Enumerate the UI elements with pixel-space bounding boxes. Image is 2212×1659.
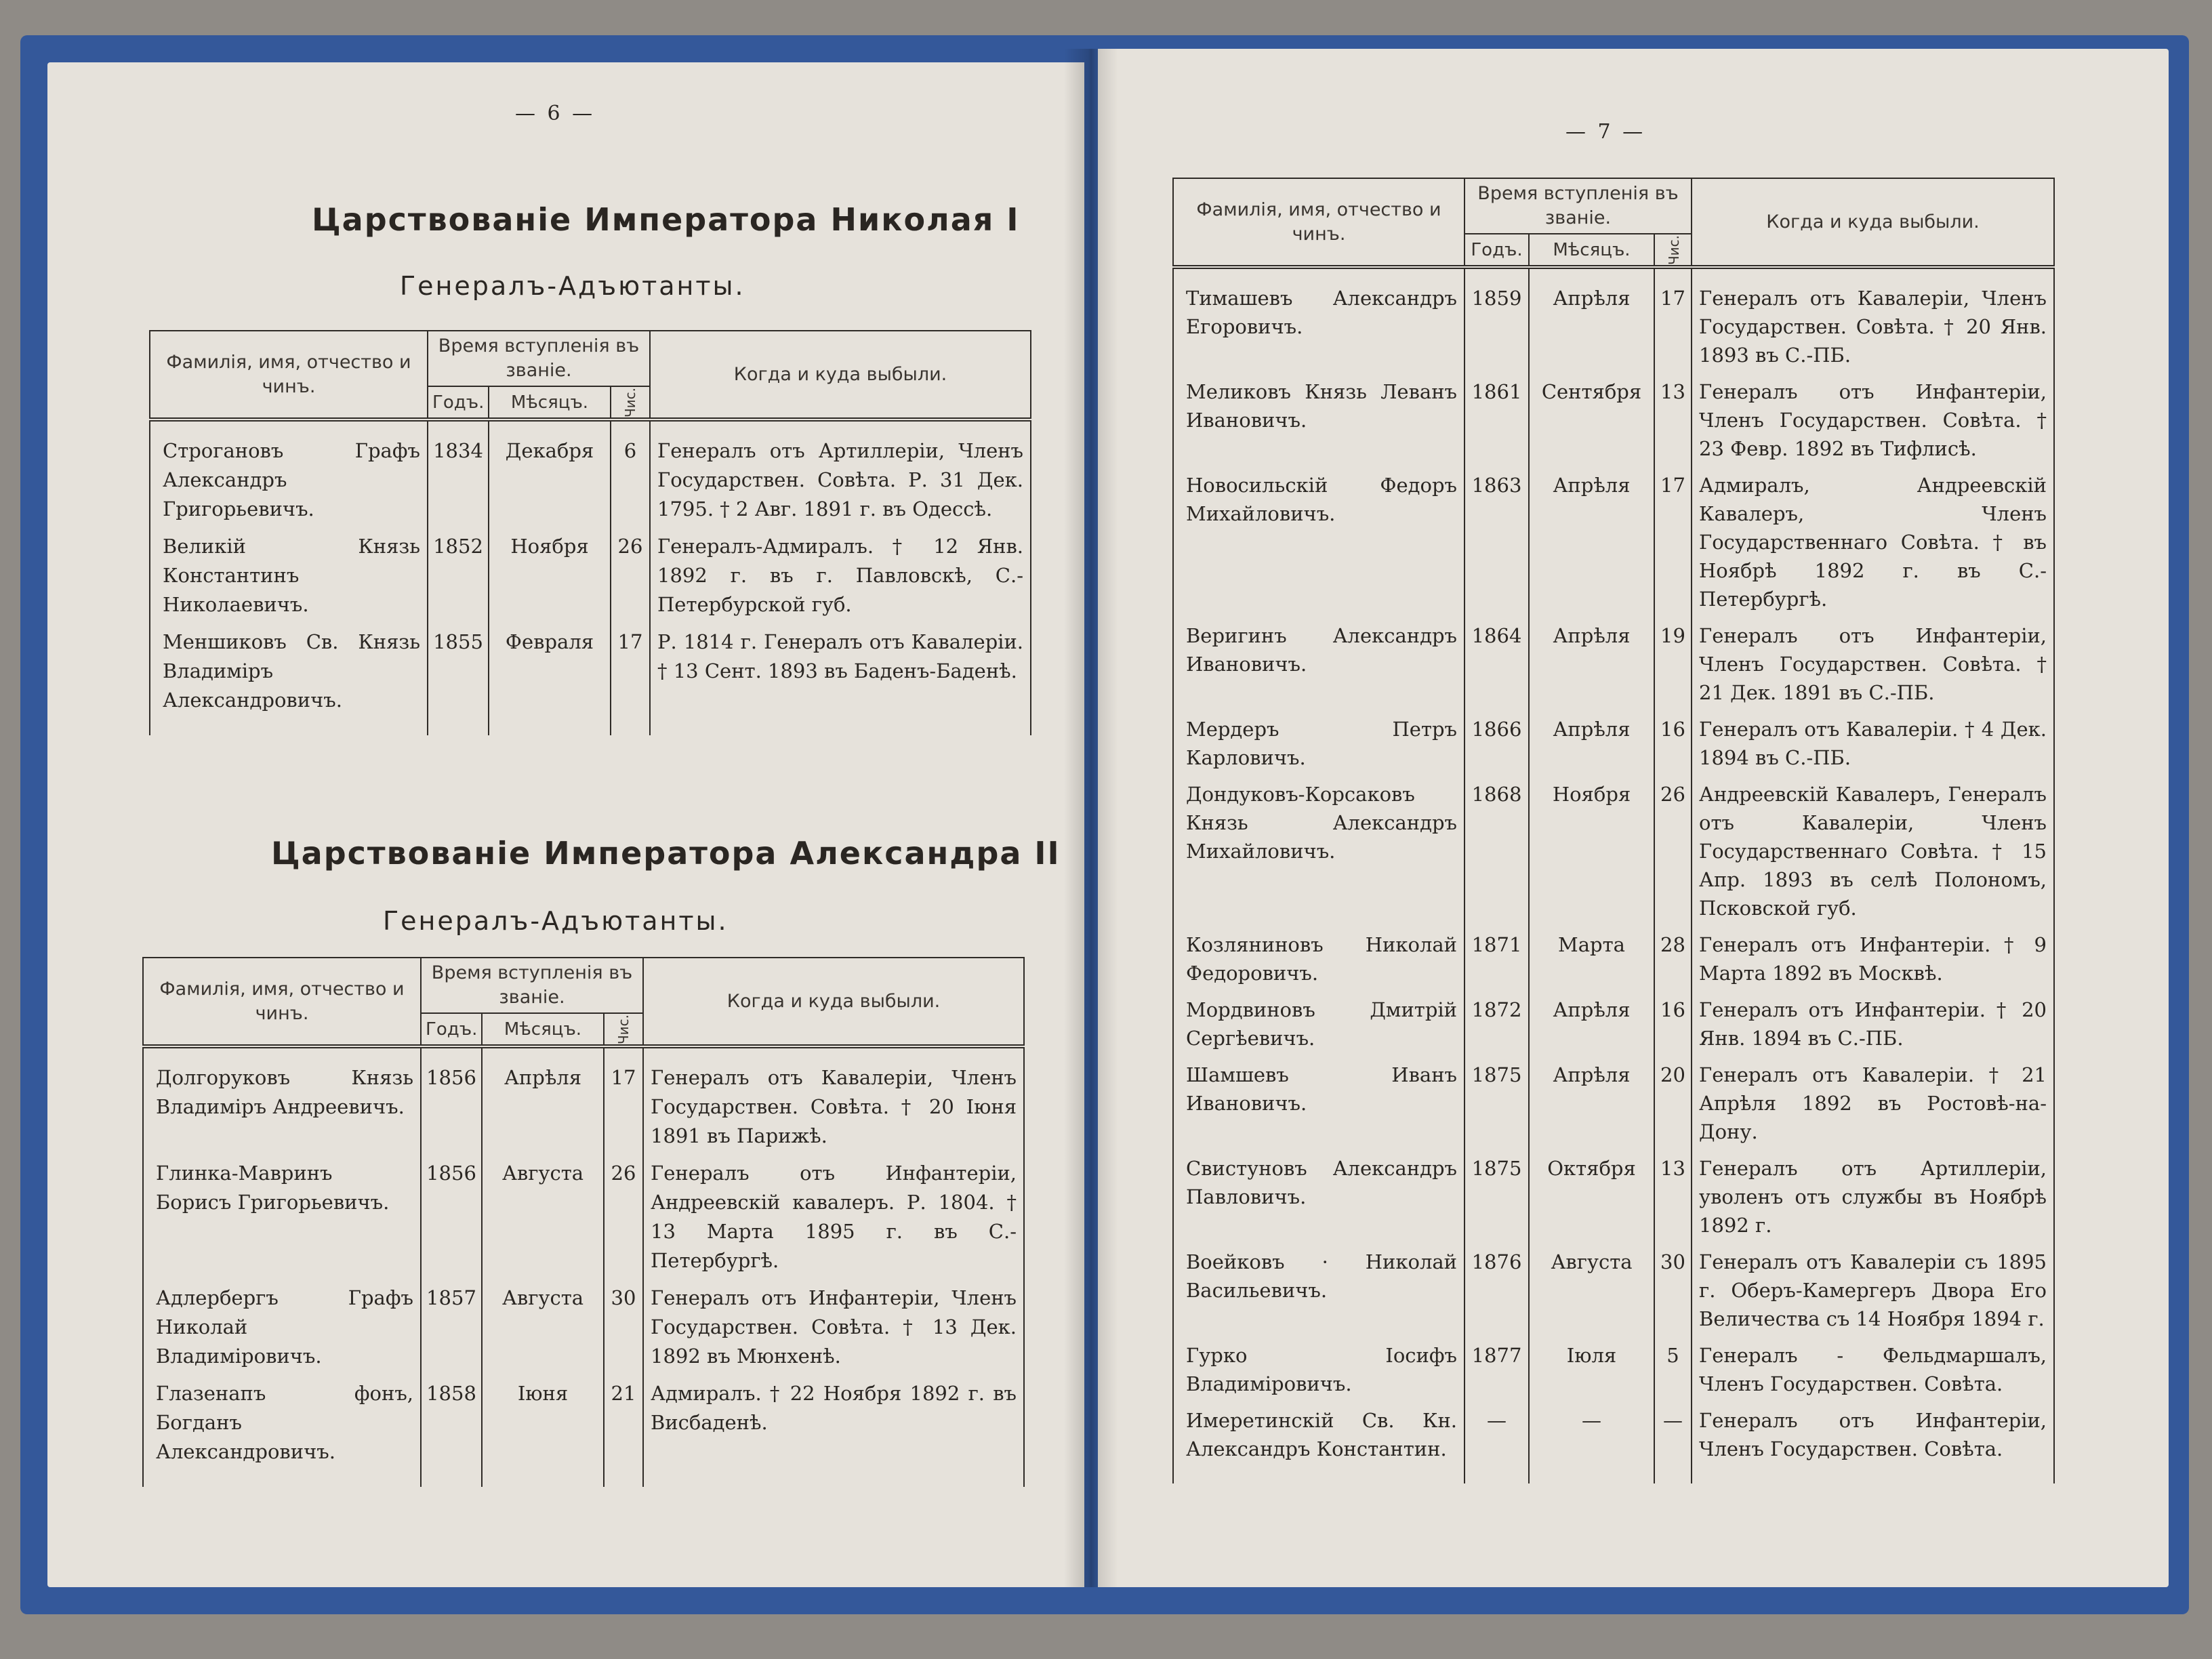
header-day (611, 386, 650, 419)
table-row (1173, 1057, 2054, 1150)
row-month: Августа (1529, 1244, 1654, 1337)
left-page (47, 62, 1084, 1587)
row-day: 20 (1654, 1057, 1692, 1150)
row-month: Апрѣля (1529, 267, 1654, 373)
row-day: — (1654, 1402, 1692, 1483)
row-day: 30 (1654, 1244, 1692, 1337)
row-month: — (1529, 1402, 1654, 1483)
row-month: Апрѣля (1529, 467, 1654, 617)
row-name: Шамшевъ Иванъ Ивановичъ. (1173, 1057, 1465, 1150)
row-year: 1855 (428, 623, 489, 735)
row-name: Мердеръ Петръ Карловичъ. (1173, 711, 1465, 776)
header-name: Фамилія, имя, отчество и чинъ. (150, 331, 428, 419)
table-row (1173, 1402, 2054, 1483)
row-note: Адмиралъ. † 22 Ноября 1892 г. въ Висбаденѣ. (643, 1375, 1024, 1487)
row-day: 17 (1654, 467, 1692, 617)
row-day: 5 (1654, 1337, 1692, 1402)
row-month: Апрѣля (482, 1046, 604, 1155)
row-name: Козляниновъ Николай Федоровичъ. (1173, 926, 1465, 991)
row-day: 21 (604, 1375, 643, 1487)
row-name: Имеретинскій Св. Кн. Александръ Константин. (1173, 1402, 1465, 1483)
adjutants-table-nicholas (149, 330, 1031, 735)
row-name: Дондуковъ-Корсаковъ Князь Александръ Михайловичъ. (1173, 776, 1465, 926)
row-name: Меншиковъ Св. Князь Владиміръ Александровичъ. (150, 623, 428, 735)
row-note: Генералъ отъ Кавалеріи, Членъ Государствен. Совѣта. † 20 Янв. 1893 въ С.-ПБ. (1692, 267, 2054, 373)
row-note: Андреевскій Кавалеръ, Генералъ отъ Кавалеріи, Членъ Государственнаго Совѣта. † 15 Апр. 1893 въ селѣ Полономъ, Псковской губ. (1692, 776, 2054, 926)
row-month: Апрѣля (1529, 711, 1654, 776)
header-day-label: Чис. (1666, 234, 1683, 266)
row-month: Августа (482, 1279, 604, 1375)
row-month: Іюля (1529, 1337, 1654, 1402)
row-month: Марта (1529, 926, 1654, 991)
row-note: Генералъ отъ Кавалеріи съ 1895 г. Оберъ-Камергеръ Двора Его Величества съ 14 Ноября 1894 г. (1692, 1244, 2054, 1337)
row-month: Апрѣля (1529, 991, 1654, 1057)
header-day (604, 1013, 643, 1046)
row-note: Генералъ отъ Инфантеріи. † 9 Марта 1892 въ Москвѣ. (1692, 926, 2054, 991)
row-month: Іюня (482, 1375, 604, 1487)
table-row (1173, 467, 2054, 617)
row-day: 16 (1654, 991, 1692, 1057)
row-month: Сентября (1529, 373, 1654, 467)
row-day: 28 (1654, 926, 1692, 991)
row-day: 19 (1654, 617, 1692, 711)
header-month: Мѣсяцъ. (489, 386, 611, 419)
row-name: Тимашевъ Александръ Егоровичъ. (1173, 267, 1465, 373)
header-month: Мѣсяцъ. (482, 1013, 604, 1046)
row-name: Веригинъ Александръ Ивановичъ. (1173, 617, 1465, 711)
row-year: 1856 (421, 1046, 482, 1155)
row-month: Октября (1529, 1150, 1654, 1244)
page-number: — 7 — (1565, 120, 1646, 144)
page-number: — 6 — (515, 102, 596, 125)
header-month: Мѣсяцъ. (1529, 234, 1654, 267)
header-time: Время вступленія въ званіе. (421, 958, 643, 1013)
row-day: 26 (604, 1155, 643, 1279)
row-year: 1875 (1465, 1150, 1529, 1244)
row-day: 26 (1654, 776, 1692, 926)
row-name: Великій Князь Константинъ Николаевичъ. (150, 528, 428, 623)
table-row (143, 1046, 1024, 1155)
row-year: 1863 (1465, 467, 1529, 617)
adjutants-table-alexander (142, 957, 1025, 1487)
row-note: Р. 1814 г. Генералъ отъ Кавалеріи. † 13 Сент. 1893 въ Баденъ-Баденѣ. (650, 623, 1031, 735)
row-year: 1875 (1465, 1057, 1529, 1150)
row-year: 1834 (428, 419, 489, 528)
row-year: 1852 (428, 528, 489, 623)
header-day-label: Чис. (615, 1014, 632, 1045)
row-name: Свистуновъ Александръ Павловичъ. (1173, 1150, 1465, 1244)
row-day: 6 (611, 419, 650, 528)
table-row (143, 1375, 1024, 1487)
section-subtitle: Генералъ-Адъютанты. (383, 906, 729, 936)
row-year: 1866 (1465, 711, 1529, 776)
header-day (1654, 234, 1692, 267)
row-year: 1858 (421, 1375, 482, 1487)
header-year: Годъ. (421, 1013, 482, 1046)
table-row (1173, 711, 2054, 776)
row-note: Генералъ отъ Артиллеріи, Членъ Государствен. Совѣта. Р. 31 Дек. 1795. † 2 Авг. 1891 г. въ Одессѣ. (650, 419, 1031, 528)
row-day: 17 (611, 623, 650, 735)
row-name: Воейковъ · Николай Васильевичъ. (1173, 1244, 1465, 1337)
row-month: Ноября (489, 528, 611, 623)
row-year: — (1465, 1402, 1529, 1483)
table-row (1173, 776, 2054, 926)
header-note: Когда и куда выбыли. (1692, 178, 2054, 267)
header-note: Когда и куда выбыли. (650, 331, 1031, 419)
row-name: Строгановъ Графъ Александръ Григорьевичъ. (150, 419, 428, 528)
row-day: 13 (1654, 1150, 1692, 1244)
table-row (1173, 991, 2054, 1057)
row-year: 1872 (1465, 991, 1529, 1057)
row-note: Генералъ - Фельдмаршалъ, Членъ Государствен. Совѣта. (1692, 1337, 2054, 1402)
row-year: 1877 (1465, 1337, 1529, 1402)
row-year: 1871 (1465, 926, 1529, 991)
row-name: Адлербергъ Графъ Николай Владиміровичъ. (143, 1279, 421, 1375)
row-month: Апрѣля (1529, 1057, 1654, 1150)
row-name: Глазенапъ фонъ, Богданъ Александровичъ. (143, 1375, 421, 1487)
row-day: 17 (604, 1046, 643, 1155)
row-note: Генералъ отъ Инфантеріи, Андреевскій кавалеръ. Р. 1804. † 13 Марта 1895 г. въ С.-Петербургѣ. (643, 1155, 1024, 1279)
header-day-label: Чис. (622, 387, 639, 418)
reign-title: Царствованіе Императора Николая I (312, 201, 1020, 238)
table-row (1173, 1244, 2054, 1337)
row-note: Адмиралъ, Андреевскій Кавалеръ, Членъ Государственнаго Совѣта. † въ Ноябрѣ 1892 г. въ С.-Петербургѣ. (1692, 467, 2054, 617)
row-name: Гурко Іосифъ Владиміровичъ. (1173, 1337, 1465, 1402)
row-note: Генералъ отъ Кавалеріи, Членъ Государствен. Совѣта. † 20 Іюня 1891 въ Парижѣ. (643, 1046, 1024, 1155)
row-month: Ноября (1529, 776, 1654, 926)
row-note: Генералъ отъ Инфантеріи. † 20 Янв. 1894 въ С.-ПБ. (1692, 991, 2054, 1057)
row-name: Долгоруковъ Князь Владиміръ Андреевичъ. (143, 1046, 421, 1155)
row-year: 1856 (421, 1155, 482, 1279)
table-row (1173, 926, 2054, 991)
table-row (150, 528, 1031, 623)
row-note: Генералъ отъ Артиллеріи, уволенъ отъ службы въ Ноябрѣ 1892 г. (1692, 1150, 2054, 1244)
row-name: Глинка-Мавринъ Борисъ Григорьевичъ. (143, 1155, 421, 1279)
row-note: Генералъ отъ Инфантеріи, Членъ Государствен. Совѣта. † 13 Дек. 1892 въ Мюнхенѣ. (643, 1279, 1024, 1375)
row-year: 1868 (1465, 776, 1529, 926)
table-row (1173, 1337, 2054, 1402)
table-row (143, 1155, 1024, 1279)
row-month: Декабря (489, 419, 611, 528)
row-year: 1861 (1465, 373, 1529, 467)
book-gutter (1064, 49, 1118, 1587)
row-note: Генералъ отъ Инфантеріи, Членъ Государствен. Совѣта. † 21 Дек. 1891 въ С.-ПБ. (1692, 617, 2054, 711)
row-name: Мордвиновъ Дмитрій Сергѣевичъ. (1173, 991, 1465, 1057)
reign-title: Царствованіе Императора Александра II (271, 835, 1061, 872)
row-day: 30 (604, 1279, 643, 1375)
header-name: Фамилія, имя, отчество и чинъ. (143, 958, 421, 1046)
header-year: Годъ. (428, 386, 489, 419)
table-row (1173, 267, 2054, 373)
header-note: Когда и куда выбыли. (643, 958, 1024, 1046)
row-day: 17 (1654, 267, 1692, 373)
right-page (1098, 49, 2169, 1587)
row-month: Февраля (489, 623, 611, 735)
row-month: Августа (482, 1155, 604, 1279)
table-row (150, 623, 1031, 735)
row-note: Генералъ отъ Инфантеріи, Членъ Государствен. Совѣта. (1692, 1402, 2054, 1483)
adjutants-table-continued (1172, 178, 2055, 1483)
row-day: 13 (1654, 373, 1692, 467)
row-day: 16 (1654, 711, 1692, 776)
row-year: 1864 (1465, 617, 1529, 711)
table-row (1173, 373, 2054, 467)
row-note: Генералъ отъ Кавалеріи. † 4 Дек. 1894 въ С.-ПБ. (1692, 711, 2054, 776)
row-year: 1859 (1465, 267, 1529, 373)
row-note: Генералъ отъ Кавалеріи. † 21 Апрѣля 1892 въ Ростовѣ-на-Дону. (1692, 1057, 2054, 1150)
header-time: Время вступленія въ званіе. (1465, 178, 1692, 234)
row-month: Апрѣля (1529, 617, 1654, 711)
row-name: Новосильскій Федоръ Михайловичъ. (1173, 467, 1465, 617)
row-note: Генералъ-Адмиралъ. † 12 Янв. 1892 г. въ г. Павловскѣ, С.-Петербурской губ. (650, 528, 1031, 623)
row-note: Генералъ отъ Инфантеріи, Членъ Государствен. Совѣта. † 23 Февр. 1892 въ Тифлисѣ. (1692, 373, 2054, 467)
section-subtitle: Генералъ-Адъютанты. (400, 271, 745, 301)
row-year: 1876 (1465, 1244, 1529, 1337)
table-row (150, 419, 1031, 528)
row-day: 26 (611, 528, 650, 623)
row-name: Меликовъ Князь Леванъ Ивановичъ. (1173, 373, 1465, 467)
table-row (1173, 1150, 2054, 1244)
header-name: Фамилія, имя, отчество и чинъ. (1173, 178, 1465, 267)
header-year: Годъ. (1465, 234, 1529, 267)
row-year: 1857 (421, 1279, 482, 1375)
table-row (1173, 617, 2054, 711)
table-row (143, 1279, 1024, 1375)
header-time: Время вступленія въ званіе. (428, 331, 650, 386)
